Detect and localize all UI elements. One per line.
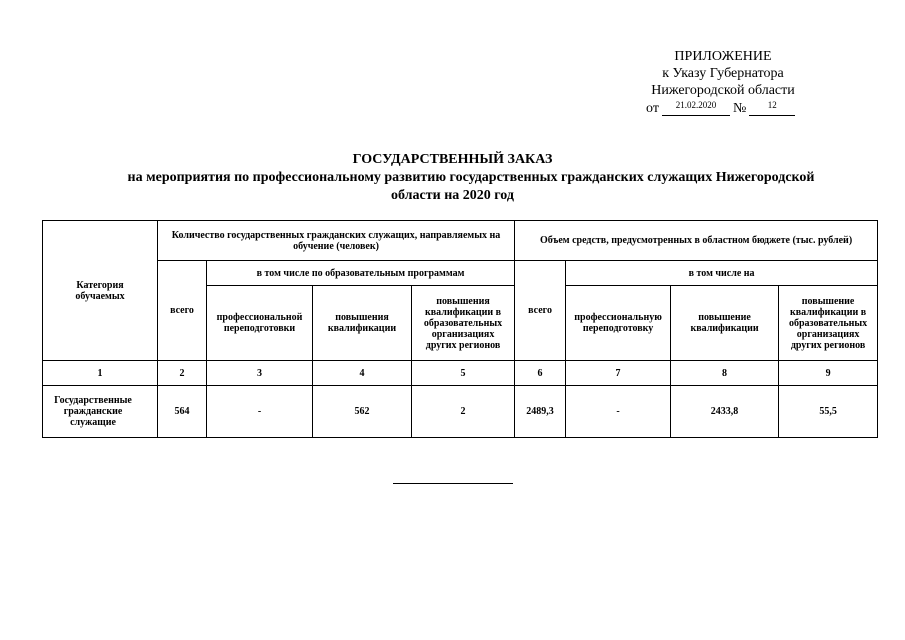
funds-col-retraining: профессиональную переподготовку bbox=[566, 286, 671, 361]
count-total-header: всего bbox=[158, 261, 207, 361]
funds-group-header: Объем средств, предусмотренных в областном бюджете (тыс. рублей) bbox=[515, 221, 878, 261]
funds-total-cell: 2489,3 bbox=[515, 386, 566, 438]
column-number: 1 bbox=[43, 361, 158, 386]
funds-retraining-cell: - bbox=[566, 386, 671, 438]
count-col-qualification: повышения квалификации bbox=[313, 286, 412, 361]
column-number: 6 bbox=[515, 361, 566, 386]
document-title: ГОСУДАРСТВЕННЫЙ ЗАКАЗ bbox=[352, 152, 553, 167]
funds-other-regions-cell: 55,5 bbox=[779, 386, 878, 438]
column-number: 4 bbox=[313, 361, 412, 386]
column-number: 3 bbox=[207, 361, 313, 386]
funds-qualification-cell: 2433,8 bbox=[671, 386, 779, 438]
number-blank bbox=[749, 101, 795, 116]
decree-number: 12 bbox=[767, 100, 777, 110]
decree-date-line bbox=[646, 100, 798, 116]
funds-col-qualification: повышение квалификации bbox=[671, 286, 779, 361]
count-qualification-cell: 562 bbox=[313, 386, 412, 438]
count-total-cell: 564 bbox=[158, 386, 207, 438]
column-number: 2 bbox=[158, 361, 207, 386]
count-other-regions-cell: 2 bbox=[412, 386, 515, 438]
header-row-1 bbox=[43, 221, 878, 261]
decree-date: 21.02.2020 bbox=[675, 100, 717, 110]
column-number-row bbox=[43, 361, 878, 386]
header-row-2 bbox=[43, 261, 878, 286]
appendix-line2: Нижегородской области bbox=[651, 83, 795, 98]
closing-divider bbox=[393, 483, 513, 484]
date-prefix: от bbox=[646, 101, 659, 116]
document-subtitle-line2: области на 2020 год bbox=[391, 188, 514, 203]
number-prefix: № bbox=[732, 101, 747, 116]
count-group-header: Количество государственных гражданских служащих, направляемых на обучение (человек) bbox=[158, 221, 515, 261]
funds-col-other-regions: повышение квалификации в образовательных организациях других регионов bbox=[779, 286, 878, 361]
state-order-table bbox=[42, 220, 878, 438]
column-number: 7 bbox=[566, 361, 671, 386]
appendix-block bbox=[640, 48, 806, 99]
column-number: 5 bbox=[412, 361, 515, 386]
count-col-retraining: профессиональной переподготовки bbox=[207, 286, 313, 361]
document-subtitle-line1: на мероприятия по профессиональному развитию государственных гражданских служащих Нижегородской bbox=[127, 170, 815, 185]
category-cell: Государственные гражданские служащие bbox=[43, 386, 158, 438]
category-header: Категория обучаемых bbox=[43, 221, 158, 361]
column-number: 8 bbox=[671, 361, 779, 386]
appendix-heading: ПРИЛОЖЕНИЕ bbox=[674, 49, 772, 64]
table-row bbox=[43, 386, 878, 438]
funds-total-header: всего bbox=[515, 261, 566, 361]
date-blank bbox=[662, 101, 730, 116]
count-subgroup-header: в том числе по образовательным программам bbox=[207, 261, 515, 286]
count-retraining-cell: - bbox=[207, 386, 313, 438]
appendix-line1: к Указу Губернатора bbox=[662, 66, 784, 81]
column-number: 9 bbox=[779, 361, 878, 386]
funds-subgroup-header: в том числе на bbox=[566, 261, 878, 286]
count-col-other-regions: повышения квалификации в образовательных организациях других регионов bbox=[412, 286, 515, 361]
